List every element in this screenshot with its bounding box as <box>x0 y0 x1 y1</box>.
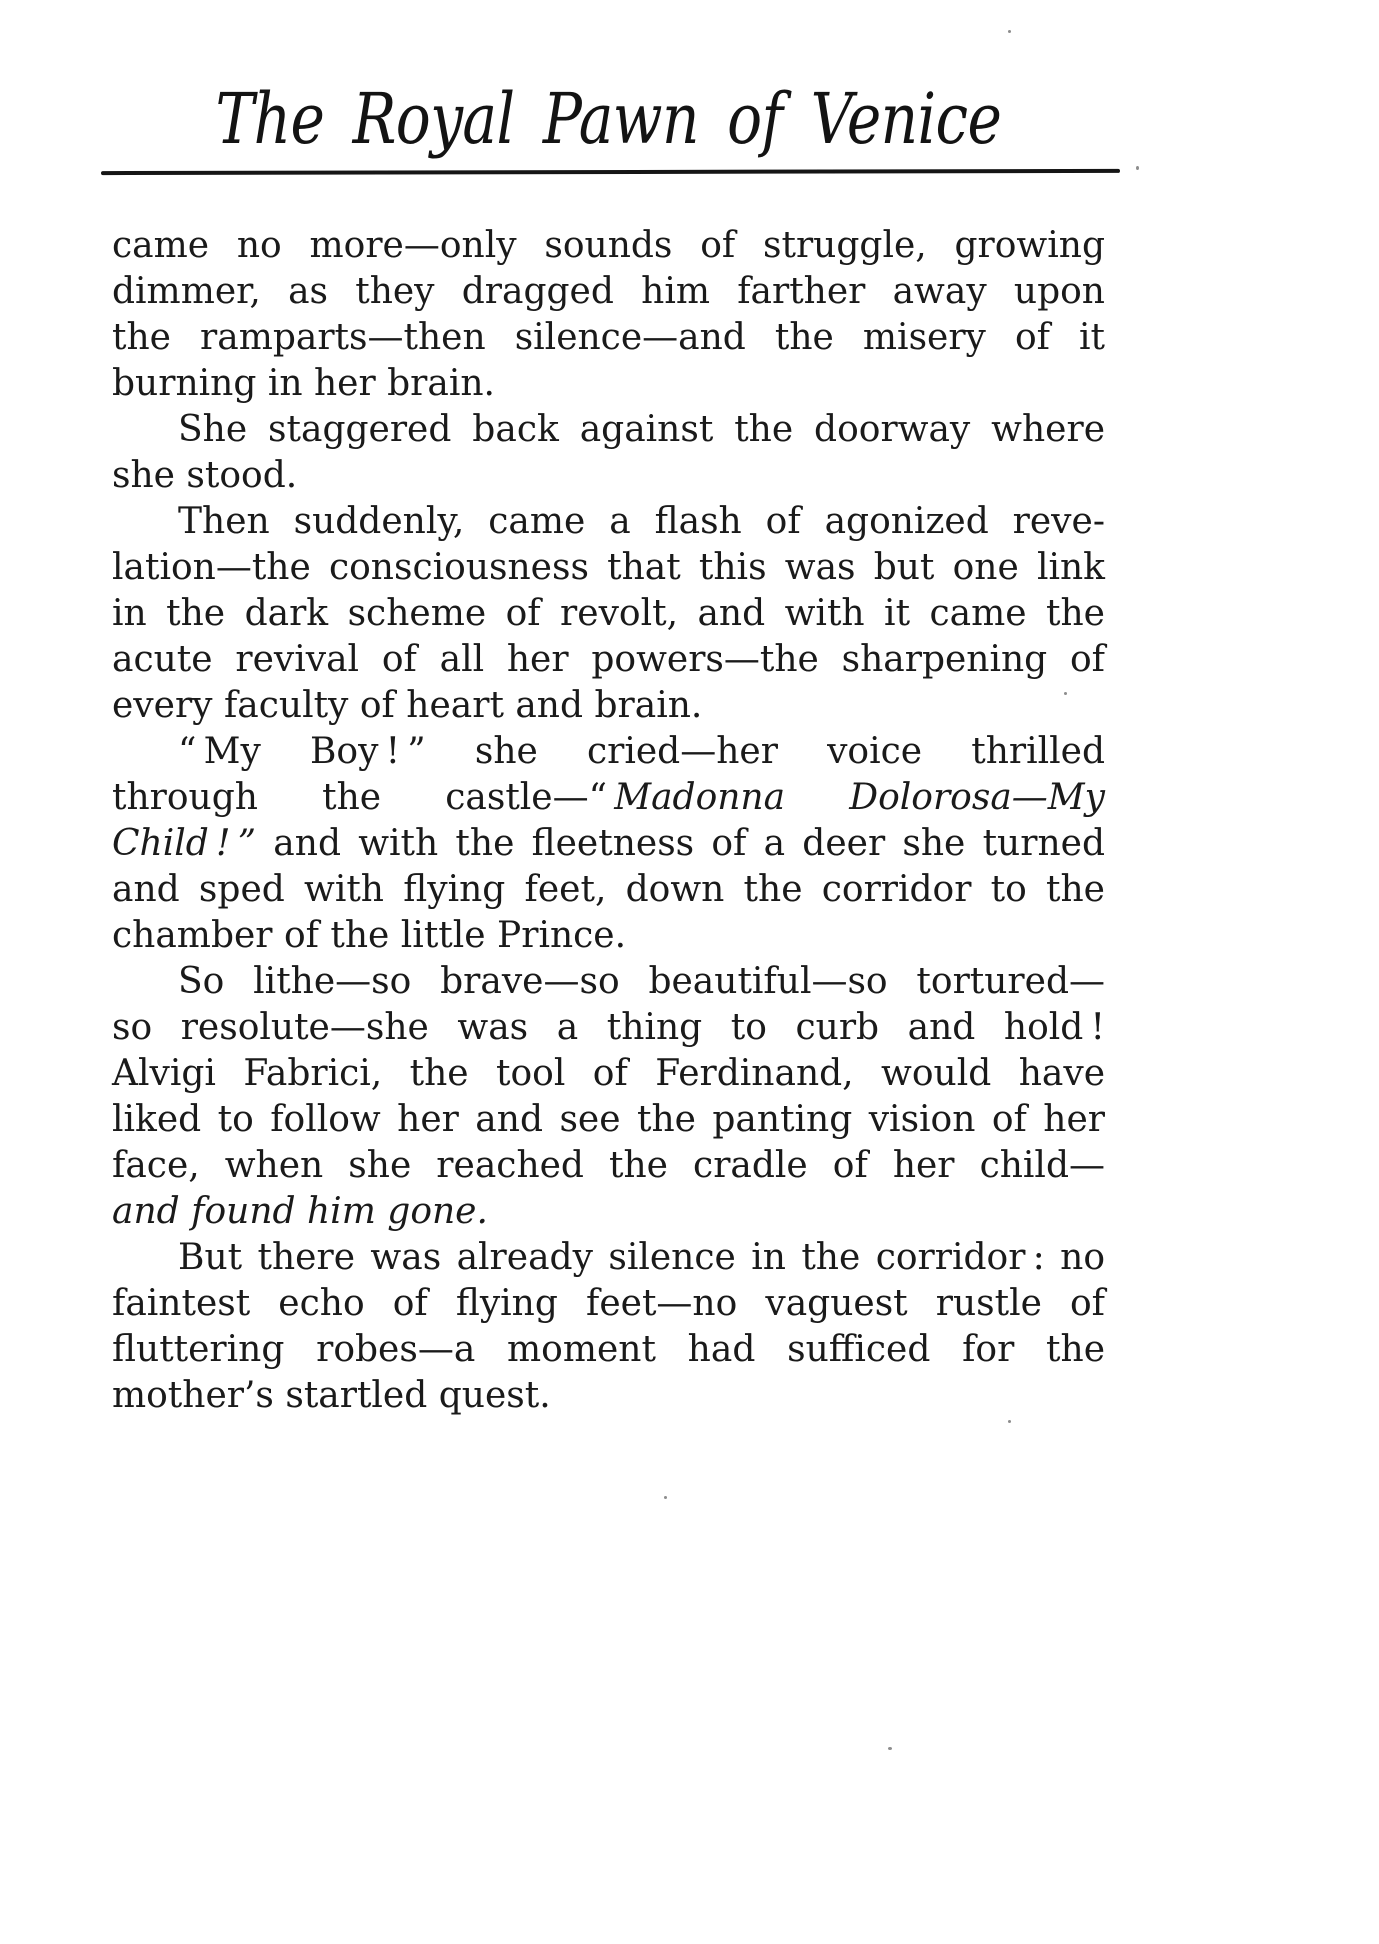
italic-text-segment: and found him gone. <box>112 1191 488 1232</box>
text-line <box>112 223 1105 269</box>
italic-text-segment: Child ! ” <box>112 823 257 864</box>
text-segment: face, when she reached the cradle of her child— <box>112 1145 1105 1186</box>
text-line <box>112 1097 1105 1143</box>
text-line <box>112 1327 1105 1373</box>
text-segment: and sped with flying feet, down the corridor to the <box>112 869 1105 910</box>
text-line <box>112 453 1105 499</box>
text-block <box>112 223 1105 1419</box>
text-segment: She staggered back against the doorway where <box>178 409 1105 450</box>
title-rule <box>101 169 1120 175</box>
scan-speck <box>664 1496 667 1499</box>
scan-speck <box>888 1747 892 1750</box>
text-segment: So lithe—so brave—so beautiful—so tortured— <box>178 961 1105 1002</box>
text-line <box>112 407 1105 453</box>
text-line <box>112 683 1105 729</box>
text-segment: liked to follow her and see the panting vision of her <box>112 1099 1105 1140</box>
text-segment: and with the fleetness of a deer she turned <box>256 823 1105 864</box>
text-segment: every faculty of heart and brain. <box>112 685 703 726</box>
text-line <box>112 1005 1105 1051</box>
text-line <box>112 1189 1105 1235</box>
text-segment: she stood. <box>112 455 298 496</box>
text-segment: in the dark scheme of revolt, and with it came the <box>112 593 1105 634</box>
scan-speck <box>1008 1420 1011 1423</box>
text-segment: faintest echo of flying feet—no vaguest rustle of <box>112 1283 1105 1324</box>
text-segment: dimmer, as they dragged him farther away upon <box>112 271 1105 312</box>
text-segment: But there was already silence in the corridor : no <box>178 1237 1105 1278</box>
text-line <box>112 867 1105 913</box>
page-title <box>112 78 1105 160</box>
text-segment: Then suddenly, came a flash of agonized reve- <box>178 501 1105 542</box>
text-line <box>112 591 1105 637</box>
page-title-text: The Royal Pawn of Venice <box>215 78 1002 160</box>
text-line <box>112 545 1105 591</box>
scan-speck <box>1008 30 1011 33</box>
text-line <box>112 269 1105 315</box>
text-segment: lation—the consciousness that this was but one link <box>112 547 1105 588</box>
text-line <box>112 315 1105 361</box>
scan-speck <box>1136 166 1139 170</box>
text-segment: the ramparts—then silence—and the misery of it <box>112 317 1105 358</box>
text-segment: through the castle—“ <box>112 777 615 818</box>
text-segment: came no more—only sounds of struggle, growing <box>112 225 1105 266</box>
text-line <box>112 1051 1105 1097</box>
text-line <box>112 913 1105 959</box>
italic-text-segment: Madonna Dolorosa—My <box>614 777 1105 818</box>
text-line <box>112 499 1105 545</box>
text-segment: “ My Boy ! ” she cried—her voice thrilled <box>178 731 1105 772</box>
text-segment: chamber of the little Prince. <box>112 915 627 956</box>
text-line <box>112 1281 1105 1327</box>
text-line <box>112 1373 1105 1419</box>
text-segment: burning in her brain. <box>112 363 495 404</box>
text-line <box>112 729 1105 775</box>
scan-speck <box>1064 692 1067 695</box>
text-line <box>112 1235 1105 1281</box>
text-segment: mother’s startled quest. <box>112 1375 551 1416</box>
text-line <box>112 959 1105 1005</box>
text-segment: acute revival of all her powers—the sharpening of <box>112 639 1105 680</box>
text-line <box>112 361 1105 407</box>
text-line <box>112 1143 1105 1189</box>
text-line <box>112 821 1105 867</box>
text-line <box>112 775 1105 821</box>
text-segment: so resolute—she was a thing to curb and hold ! <box>112 1007 1105 1048</box>
text-segment: fluttering robes—a moment had sufficed for the <box>112 1329 1105 1370</box>
text-segment: Alvigi Fabrici, the tool of Ferdinand, would have <box>112 1053 1105 1094</box>
text-line <box>112 637 1105 683</box>
